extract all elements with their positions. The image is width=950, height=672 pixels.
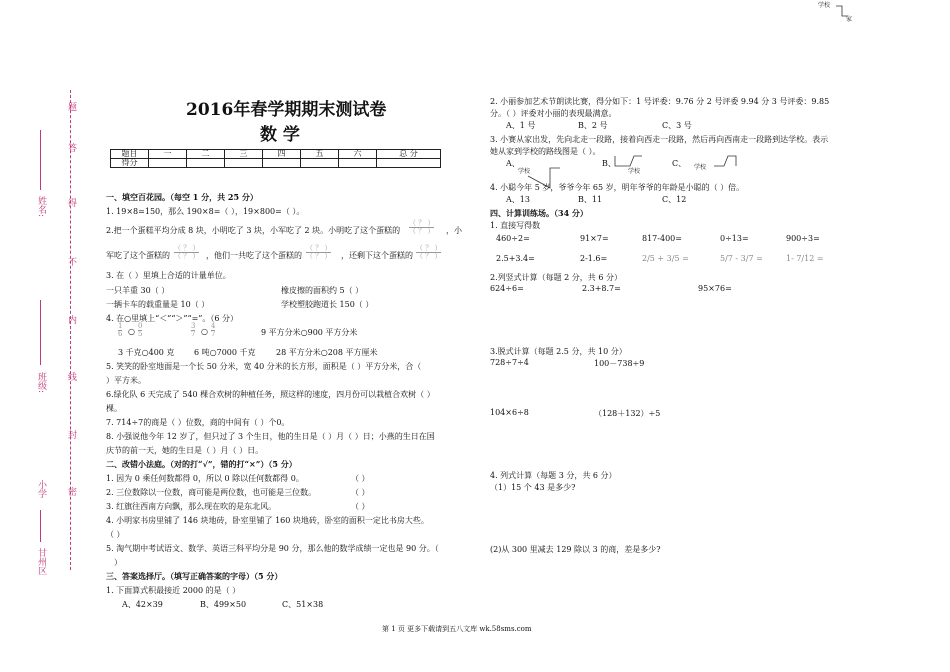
- step-2: 100－738÷9: [594, 359, 645, 368]
- answer-blank[interactable]: （ ）: [351, 474, 370, 483]
- q2-4-blank[interactable]: （ ）: [106, 530, 125, 539]
- score-input-cell[interactable]: [301, 159, 339, 168]
- score-cell: 四: [263, 150, 301, 159]
- route-diagram-c: [712, 152, 748, 172]
- score-input-cell[interactable]: [377, 159, 441, 168]
- q1-5-line2: ）平方米。: [106, 376, 146, 385]
- score-table-score-row: [111, 159, 441, 168]
- word-problem-1: （1）15 个 43 是多少?: [490, 483, 576, 492]
- section-3-title: 三、答案选择厅。（填写正确答案的字母）（5 分）: [106, 571, 283, 581]
- q3-1-option-a[interactable]: A、42×39: [122, 600, 163, 609]
- q1-8-line1: 8. 小强说他今年 12 岁了，但只过了 3 个生日，他的生日是（ ）月（ ）日；小燕的生日在国: [106, 432, 435, 441]
- fraction-blank: （ ？ ） （ ？ ）: [416, 244, 442, 260]
- q1-7: 7. 714÷7的商是（ ）位数，商的中间有（ ）个0。: [106, 418, 290, 427]
- sidebar-char-3: 得: [66, 198, 76, 207]
- q2-5-line2: ）: [114, 558, 122, 567]
- fraction-blank: （ ？ ） （ ？ ）: [409, 219, 435, 235]
- q3-2-line1: 2. 小丽参加艺术节朗读比赛，得分如下：1 号评委：9.76 分 2 号评委 9.94 分 3 号评委：9.85: [490, 97, 830, 106]
- compare-fraction-3: $\frac{3}{7}$: [191, 322, 196, 338]
- score-cell: 二: [187, 150, 225, 159]
- q1-8-line2: 庆节的前一天，她的生日是（ ）月（ ）日。: [106, 446, 264, 455]
- sidebar-char-5: 内: [66, 315, 76, 324]
- q4-3-title: 3.脱式计算（每题 2.5 分，共 10 分）: [490, 347, 627, 356]
- calc-3: 817-400=: [642, 234, 682, 243]
- q1-1: 1. 19×8=150，那么 190×8=（ ），19×800=（ ）。: [106, 207, 305, 216]
- calc-7: 2-1.6=: [580, 254, 608, 263]
- calc-2: 91×7=: [580, 234, 609, 243]
- class-field-label: 班级:: [36, 372, 46, 394]
- sidebar-char-6: 线: [66, 372, 76, 381]
- vcalc-1: 624÷6=: [490, 284, 524, 293]
- q1-2-line1: 2.把一个蛋糕平均分成 8 块，小明吃了 3 块，小军吃了 2 块。小明吃了这个蛋糕的: [106, 226, 401, 235]
- q3-4-option-c[interactable]: C、12: [662, 195, 687, 204]
- calc-1: 460÷2=: [496, 234, 530, 243]
- q3-3-option-c[interactable]: C、: [672, 159, 687, 168]
- score-input-cell[interactable]: [149, 159, 187, 168]
- q3-1: 1. 下面算式积最接近 2000 的是（ ）: [106, 586, 241, 595]
- q4-1-title: 1. 直接写得数: [490, 221, 541, 230]
- q1-3d: 学校塑胶跑道长 150（ ）: [281, 300, 374, 309]
- q2-1: 1. 因为 0 乘任何数都得 0，所以 0 除以任何数都得 0。: [106, 474, 304, 483]
- step-1: 728÷7÷4: [490, 358, 529, 367]
- word-problem-2: (2)从 300 里减去 129 除以 3 的商，差是多少?: [490, 545, 661, 554]
- q1-3: 3. 在（ ）里填上合适的计量单位。: [106, 271, 231, 280]
- sidebar-char-4: 不: [66, 257, 76, 266]
- q2-2: 2. 三位数除以一位数，商可能是两位数，也可能是三位数。: [106, 488, 317, 497]
- district-field-label: 甘州区: [36, 548, 46, 575]
- q1-6-line1: 6.绿化队 6 天完成了 540 棵合欢树的种植任务，照这样的速度，四月份可以栽植合欢树（ ）: [106, 390, 435, 399]
- q3-4-option-b[interactable]: B、11: [578, 195, 603, 204]
- q1-2-line2c: ，还剩下这个蛋糕的: [341, 251, 413, 260]
- left-column: [106, 190, 466, 595]
- route-a-school-label: 学校: [518, 168, 531, 175]
- section-1-title: 一、填空百花园。（每空 1 分，共 25 分）: [106, 192, 258, 202]
- calc-frac-2: 5/7 - 3/7 =: [720, 254, 763, 263]
- calc-5: 900÷3=: [786, 234, 820, 243]
- route-b-school-label: 学校: [628, 168, 641, 175]
- exam-subject: 数 学: [260, 125, 300, 145]
- fraction-blank: （ ？ ） （ ？ ）: [306, 244, 332, 260]
- answer-blank[interactable]: （ ）: [351, 488, 370, 497]
- calc-frac-3: 1- 7/12 =: [786, 254, 824, 263]
- page-footer: 第 1 页 更多下载请到五八文库 wk.58sms.com: [382, 625, 532, 633]
- sidebar-char-1: 题: [66, 102, 76, 111]
- compare-circle: ○: [201, 327, 208, 336]
- score-table: [110, 149, 441, 168]
- compare-circle: ○: [128, 327, 135, 336]
- name-field-label: 姓名:: [36, 196, 46, 218]
- q2-5-line1: 5. 淘气期中考试语文、数学、英语三科平均分是 90 分，那么他的数学成绩一定也是 90 分。（: [106, 544, 439, 553]
- q3-2-option-b[interactable]: B、2 号: [578, 121, 608, 130]
- q1-2-line2a: 军吃了这个蛋糕的: [106, 251, 170, 260]
- q3-4: 4. 小聪今年 5 岁，爷爷今年 65 岁，明年爷爷的年龄是小聪的（ ）倍。: [490, 183, 745, 192]
- exam-title: 2016年春学期期末测试卷: [186, 100, 387, 120]
- step-4: （128＋132）÷5: [594, 409, 661, 418]
- score-cell: 五: [301, 150, 339, 159]
- score-input-cell[interactable]: [225, 159, 263, 168]
- q1-4-mass1: 3 千克○400 克: [118, 348, 175, 357]
- compare-fraction-4: $\frac{4}{7}$: [211, 322, 216, 338]
- calc-6: 2.5+3.4=: [496, 254, 535, 263]
- q3-3-option-b[interactable]: B、: [602, 159, 616, 168]
- q1-2-line2b: ，他们一共吃了这个蛋糕的: [206, 251, 302, 260]
- q4-2-title: 2.列竖式计算（每题 2 分，共 6 分）: [490, 273, 622, 282]
- q3-2-option-a[interactable]: A、1 号: [506, 121, 536, 130]
- q2-4: 4. 小明家书房里铺了 146 块地砖，卧室里铺了 160 块地砖，卧室的面积一定比书房大些。: [106, 516, 429, 525]
- q1-3c: 一辆卡车的载重量是 10（ ）: [106, 300, 210, 309]
- score-cell: 一: [149, 150, 187, 159]
- q1-2-tail: ，小: [446, 226, 462, 235]
- q1-4: 4. 在○里填上“＜”“＞”“=”。（6 分）: [106, 314, 239, 323]
- q3-3-line1: 3. 小赛从家出发，先向北走一段路，接着向西走一段路，然后再向西南走一段路到达学校。表示: [490, 135, 829, 144]
- sidebar-char-8: 密: [66, 487, 76, 496]
- q3-1-option-b[interactable]: B、499×50: [200, 600, 247, 609]
- calc-4: 0÷13=: [720, 234, 749, 243]
- q1-3a: 一只羊重 30（ ）: [106, 286, 170, 295]
- q1-4-area: 9 平方分米○900 平方分米: [261, 328, 358, 337]
- score-cell: 六: [339, 150, 377, 159]
- calc-frac-1: 2/5 + 3/5 =: [642, 254, 689, 263]
- right-column: [490, 94, 870, 574]
- section-2-title: 二、改错小法庭。（对的打“√”，错的打“×”）（5 分）: [106, 459, 297, 469]
- score-input-cell[interactable]: [263, 159, 301, 168]
- q3-2-line2: 分。（ ）评委对小丽的表现最满意。: [490, 109, 617, 118]
- score-input-cell[interactable]: [339, 159, 377, 168]
- q1-5-line1: 5. 笑笑的卧室地面是一个长 50 分米，宽 40 分米的长方形，面积是（ ）平方分米，合（: [106, 362, 422, 371]
- vcalc-2: 2.3+8.7=: [582, 284, 621, 293]
- q1-6-line2: 棵。: [106, 404, 122, 413]
- score-cell: 三: [225, 150, 263, 159]
- q1-4-mass2: 6 吨○7000 千克: [194, 348, 256, 357]
- fraction-blank: （ ？ ） （ ？ ）: [174, 244, 200, 260]
- answer-blank[interactable]: （ ）: [351, 502, 370, 511]
- q3-2-option-c[interactable]: C、3 号: [662, 121, 692, 130]
- q3-3-option-a[interactable]: A、: [506, 159, 520, 168]
- score-cell: 总 分: [377, 150, 441, 159]
- route-c-school-label: 学校: [694, 164, 707, 171]
- score-table-header-row: [111, 150, 441, 159]
- section-4-title: 四、计算训练场。（34 分）: [490, 208, 588, 218]
- q4-4-title: 4. 列式计算（每题 3 分，共 6 分）: [490, 471, 617, 480]
- corner-school-label: 学校: [818, 2, 831, 9]
- compare-fraction-2: $\frac{0}{5}$: [138, 322, 143, 338]
- q3-4-option-a[interactable]: A、13: [506, 195, 530, 204]
- score-cell: 得分: [111, 159, 149, 168]
- sidebar-char-7: 封: [66, 430, 76, 439]
- q1-4-area2: 28 平方分米○208 平方厘米: [276, 348, 378, 357]
- step-3: 104×6÷8: [490, 408, 529, 417]
- vcalc-3: 95×76=: [698, 284, 732, 293]
- score-input-cell[interactable]: [187, 159, 225, 168]
- q3-1-option-c[interactable]: C、51×38: [282, 600, 324, 609]
- score-cell: 题目: [111, 150, 149, 159]
- q2-3: 3. 红旗往西南方向飘，那么现在吹的是东北风。: [106, 502, 277, 511]
- corner-home-label: 家: [846, 16, 853, 23]
- school-field-label: 小学: [36, 480, 46, 498]
- q3-3-line2: 她从家到学校的路线图是（ ）。: [490, 147, 601, 156]
- sidebar-char-2: 答: [66, 143, 76, 152]
- compare-fraction-1: $\frac{1}{6}$: [118, 322, 123, 338]
- q1-3b: 橡皮擦的面积约 5（ ）: [281, 286, 364, 295]
